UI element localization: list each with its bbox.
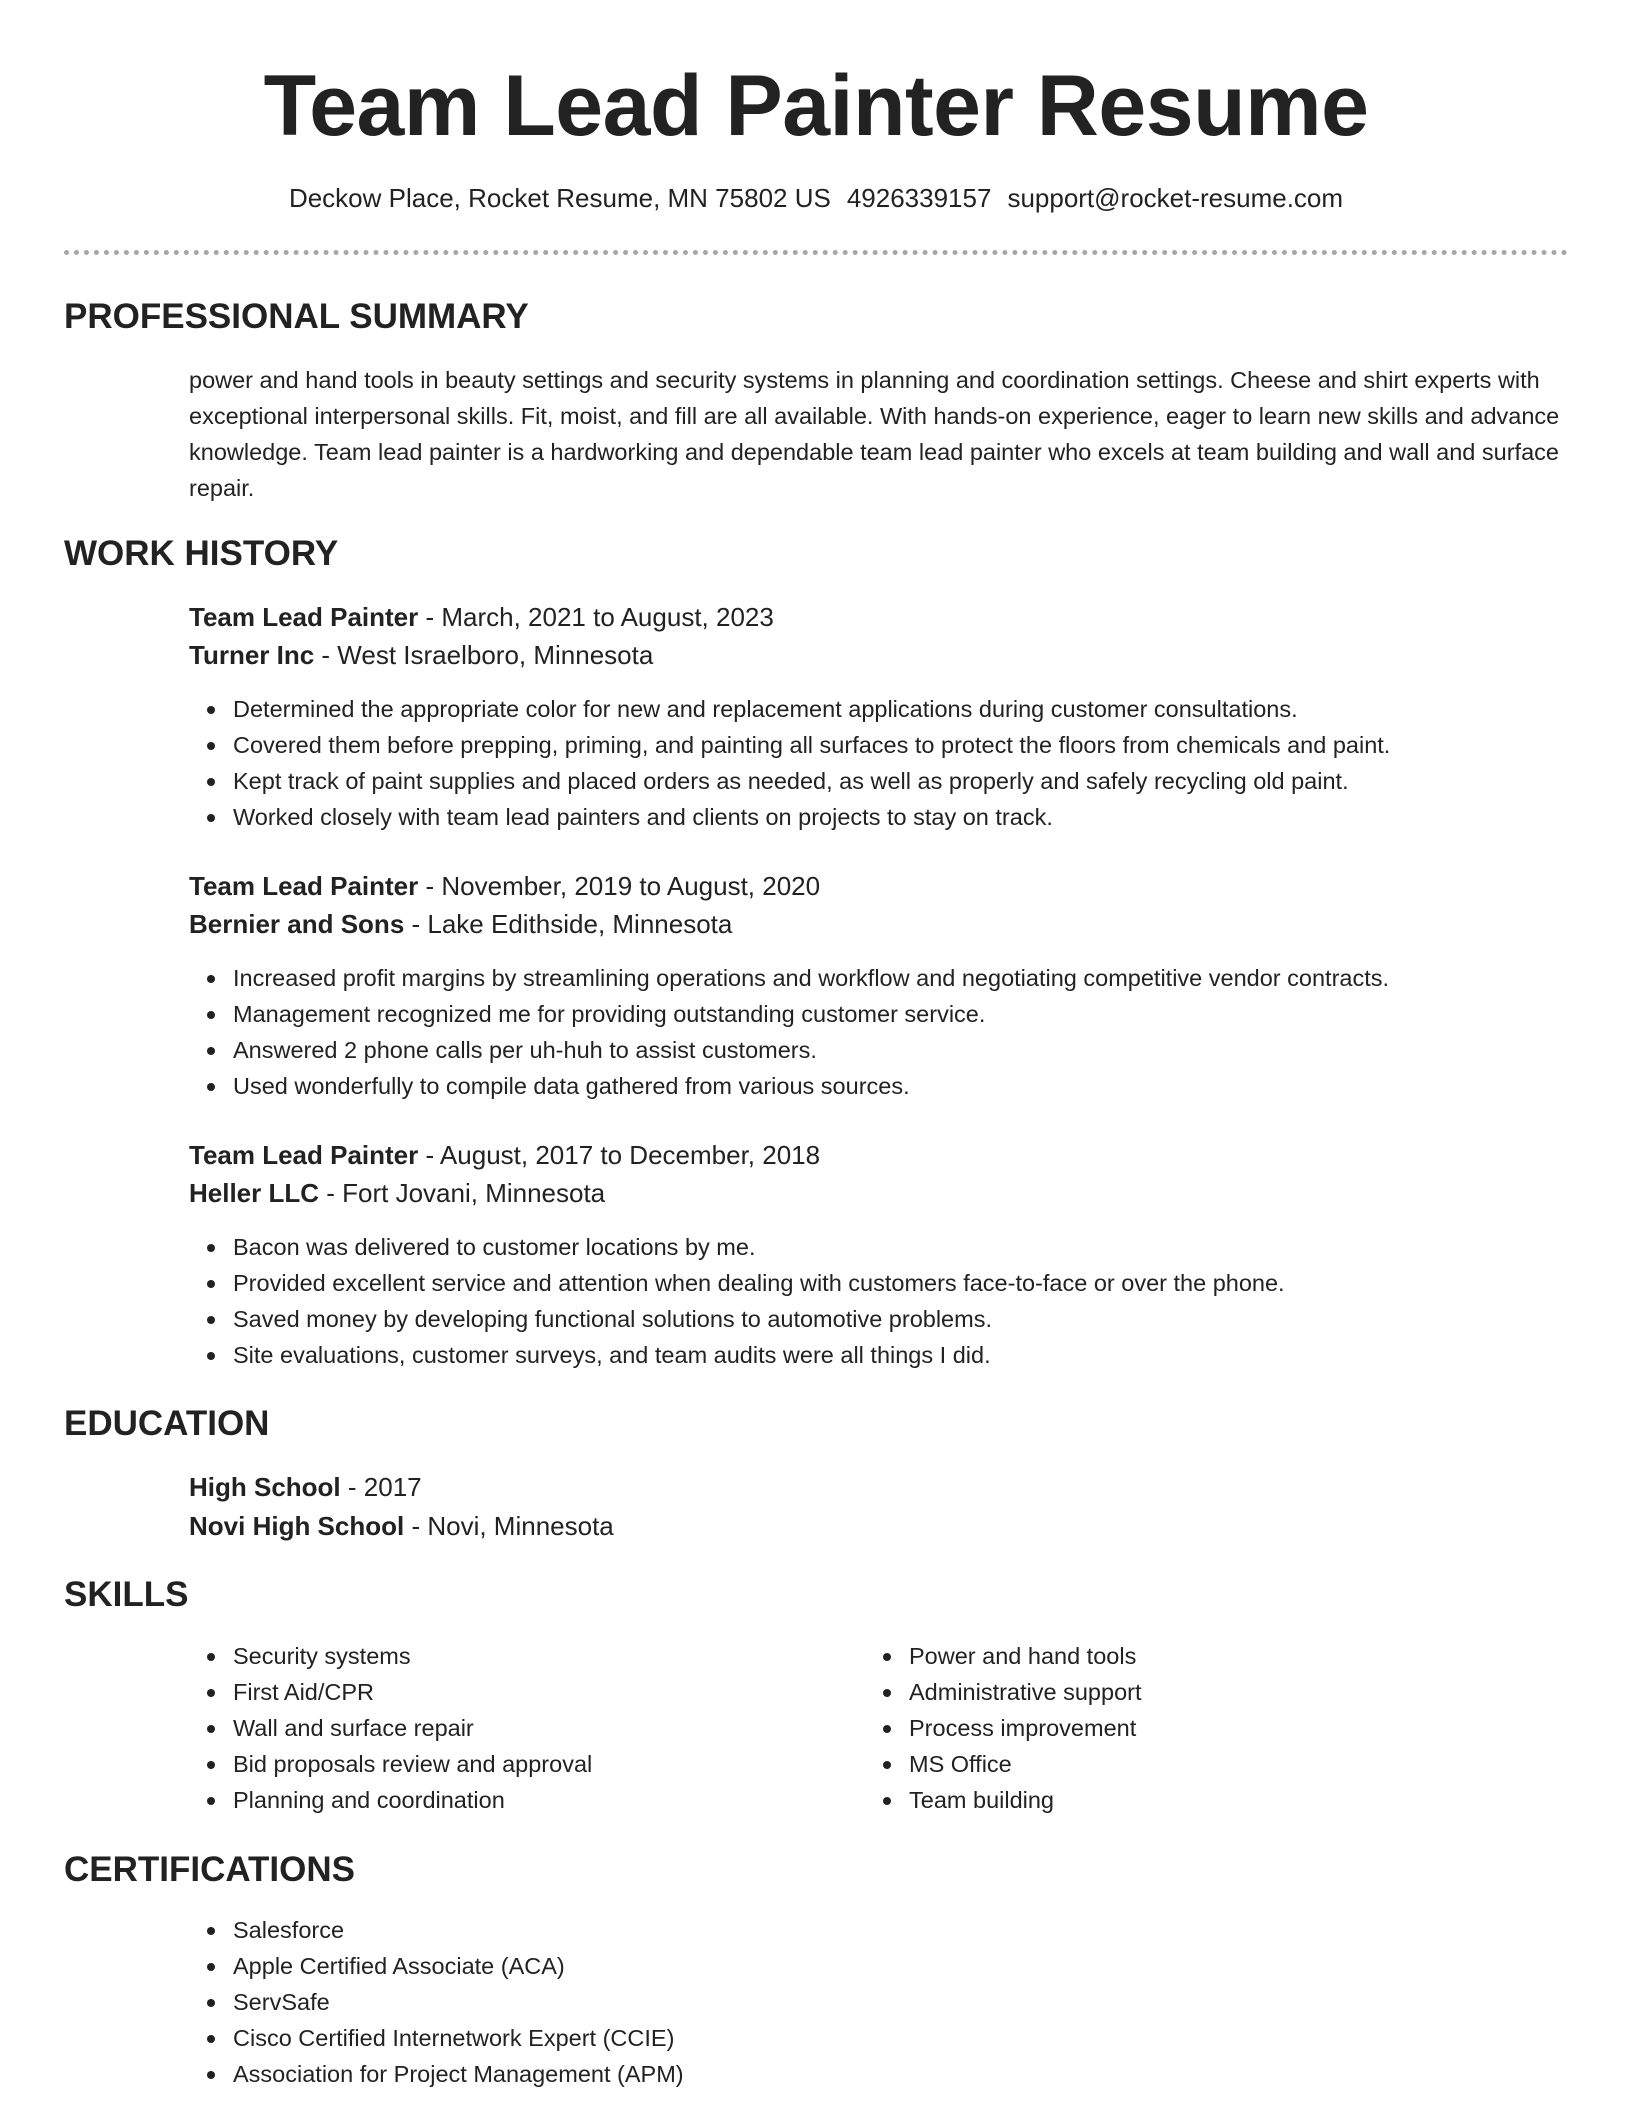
list-item: Administrative support — [865, 1674, 1142, 1710]
list-item: MS Office — [865, 1746, 1142, 1782]
list-item: Kept track of paint supplies and placed orders as needed, as well as properly and safely recycling old paint. — [189, 763, 1390, 799]
list-item: Apple Certified Associate (ACA) — [189, 1948, 684, 1984]
job-company: Bernier and Sons — [189, 909, 405, 939]
list-item: Planning and coordination — [189, 1782, 592, 1818]
education-school-line — [189, 1508, 614, 1544]
list-item: Association for Project Management (APM) — [189, 2056, 684, 2092]
list-item: Provided excellent service and attention when dealing with customers face-to-face or over the phone. — [189, 1265, 1285, 1301]
job-company-line — [189, 906, 732, 942]
list-item: Bid proposals review and approval — [189, 1746, 592, 1782]
skills-heading: SKILLS — [64, 1575, 189, 1614]
education-year: - 2017 — [340, 1472, 422, 1502]
contact-info — [0, 180, 1632, 216]
job-dates: - August, 2017 to December, 2018 — [418, 1140, 821, 1170]
list-item: Cisco Certified Internetwork Expert (CCIE) — [189, 2020, 684, 2056]
list-item: Team building — [865, 1782, 1142, 1818]
list-item: Salesforce — [189, 1912, 684, 1948]
job-title-line — [189, 1137, 820, 1173]
list-item: Wall and surface repair — [189, 1710, 592, 1746]
skills-list-right — [865, 1638, 1142, 1818]
job-title-line — [189, 868, 820, 904]
job-company: Heller LLC — [189, 1178, 320, 1208]
job-title: Team Lead Painter — [189, 871, 419, 901]
header-divider — [64, 250, 1568, 255]
job-company: Turner Inc — [189, 640, 315, 670]
job-location: - West Israelboro, Minnesota — [314, 640, 654, 670]
list-item: Bacon was delivered to customer locations by me. — [189, 1229, 1285, 1265]
list-item: Worked closely with team lead painters and clients on projects to stay on track. — [189, 799, 1390, 835]
job-location: - Fort Jovani, Minnesota — [319, 1178, 606, 1208]
contact-address: Deckow Place, Rocket Resume, MN 75802 US — [288, 183, 831, 213]
list-item: Used wonderfully to compile data gathered from various sources. — [189, 1068, 1389, 1104]
job-bullets — [189, 960, 1389, 1104]
job-dates: - November, 2019 to August, 2020 — [418, 871, 821, 901]
job-dates: - March, 2021 to August, 2023 — [418, 602, 774, 632]
list-item: Management recognized me for providing outstanding customer service. — [189, 996, 1389, 1032]
list-item: Answered 2 phone calls per uh-huh to assist customers. — [189, 1032, 1389, 1068]
resume-title: Team Lead Painter Resume — [263, 58, 1369, 154]
education-school: Novi High School — [189, 1511, 405, 1541]
education-location: - Novi, Minnesota — [404, 1511, 614, 1541]
education-degree-line — [189, 1469, 422, 1505]
contact-email[interactable]: support@rocket-resume.com — [1007, 183, 1344, 213]
job-title: Team Lead Painter — [189, 602, 419, 632]
summary-text: power and hand tools in beauty settings and security systems in planning and coordination settings. Cheese and shirt experts with exceptional interpersonal skills. Fit, moist, and fill are all available. With hands-on experience, eager to learn new skills and advance knowledge. Team lead painter is a hardworking and dependable team lead painter who excels at team building and wall and surface repair. — [189, 367, 1560, 501]
contact-phone: 4926339157 — [846, 183, 992, 213]
list-item: Covered them before prepping, priming, and painting all surfaces to protect the floors from chemicals and paint. — [189, 727, 1390, 763]
list-item: ServSafe — [189, 1984, 684, 2020]
list-item: Determined the appropriate color for new and replacement applications during customer consultations. — [189, 691, 1390, 727]
job-bullets — [189, 1229, 1285, 1373]
job-title: Team Lead Painter — [189, 1140, 419, 1170]
list-item: Security systems — [189, 1638, 592, 1674]
summary-heading: PROFESSIONAL SUMMARY — [64, 297, 529, 336]
list-item: Increased profit margins by streamlining operations and workflow and negotiating competitive vendor contracts. — [189, 960, 1389, 996]
list-item: Saved money by developing functional solutions to automotive problems. — [189, 1301, 1285, 1337]
list-item: Site evaluations, customer surveys, and team audits were all things I did. — [189, 1337, 1285, 1373]
education-degree: High School — [189, 1472, 341, 1502]
list-item: Process improvement — [865, 1710, 1142, 1746]
job-bullets — [189, 691, 1390, 835]
work-history-heading: WORK HISTORY — [64, 534, 339, 573]
job-company-line — [189, 637, 653, 673]
job-title-line — [189, 599, 774, 635]
certifications-list — [189, 1912, 684, 2092]
job-company-line — [189, 1175, 605, 1211]
certifications-heading: CERTIFICATIONS — [64, 1850, 356, 1889]
job-location: - Lake Edithside, Minnesota — [404, 909, 733, 939]
education-heading: EDUCATION — [64, 1404, 270, 1443]
list-item: Power and hand tools — [865, 1638, 1142, 1674]
list-item: First Aid/CPR — [189, 1674, 592, 1710]
skills-list-left — [189, 1638, 592, 1818]
